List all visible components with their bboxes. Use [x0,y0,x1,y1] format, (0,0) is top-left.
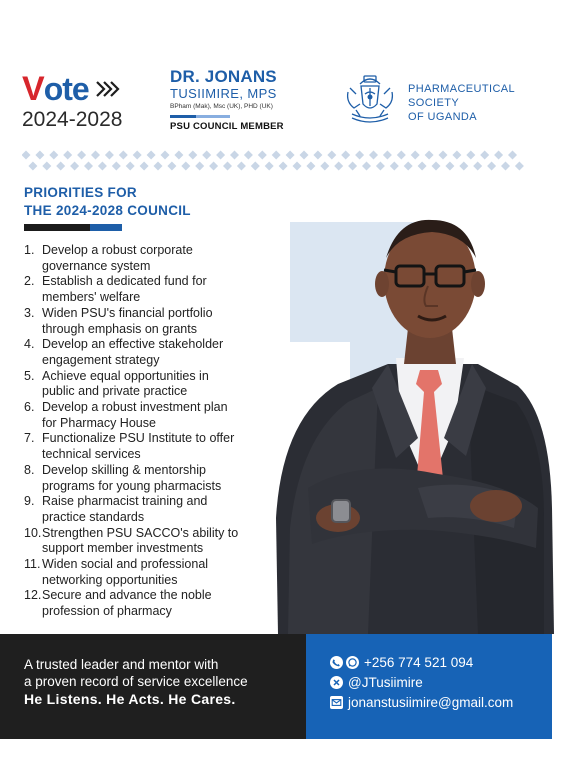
priorities-heading [24,184,274,220]
diamond-shape [425,151,434,160]
diamond-shape [445,162,454,171]
phone-number[interactable]: +256 774 521 094 [364,655,474,670]
priority-text-line: Develop a robust corporate [42,243,193,257]
priority-number: 5. [24,368,35,383]
candidate-qualifications: BPham (Mak), Msc (UK), PHD (UK) [170,103,273,110]
diamond-shape [515,162,524,171]
term-years: 2024-2028 [22,108,123,131]
diamond-shape [320,162,329,171]
diamond-shape [383,151,392,160]
diamond-shape [258,151,267,160]
priority-text [42,463,292,494]
diamond-shape [188,151,197,160]
diamond-shape [167,162,176,171]
priority-item [24,557,292,588]
diamond-shape [181,162,190,171]
diamond-shape [70,162,79,171]
priority-text [42,274,292,305]
priority-number: 10. [24,525,42,540]
diamond-shape [91,151,100,160]
diamond-shape [362,162,371,171]
priority-item [24,274,292,305]
whatsapp-icon [346,656,359,669]
priority-number: 12. [24,588,42,603]
vote-wordmark [22,72,142,106]
diamond-shape [341,151,350,160]
diamond-shape [313,151,322,160]
diamond-shape [98,162,107,171]
chevron-right-icon [95,80,123,98]
priority-text [42,588,292,619]
diamond-pattern-divider [22,149,530,173]
diamond-shape [195,162,204,171]
priority-number: 11. [24,557,41,572]
candidate-surname: TUSIIMIRE, MPS [170,86,277,101]
diamond-shape [49,151,58,160]
diamond-shape [306,162,315,171]
diamond-shape [77,151,86,160]
diamond-shape [140,162,149,171]
phone-icon [330,656,343,669]
tagline [24,656,304,690]
diamond-shape [154,162,163,171]
diamond-shape [348,162,357,171]
vote-logo [22,72,142,132]
candidate-role: PSU COUNCIL MEMBER [170,121,284,132]
priority-text [42,431,292,462]
priority-item [24,588,292,619]
priority-number: 7. [24,431,35,446]
priority-item [24,400,292,431]
society-name [408,82,548,124]
x-handle[interactable]: @JTusiimire [348,675,423,690]
society-line: PHARMACEUTICAL [408,83,516,95]
diamond-shape [22,151,31,160]
diamond-shape [293,162,302,171]
priorities-divider [24,224,122,231]
contact-phone[interactable] [330,655,473,670]
priority-text-line: Develop skilling & mentorship [42,462,206,477]
priority-text [42,494,292,525]
priorities-heading-line: PRIORITIES FOR [24,185,137,200]
priority-text-line: Develop a robust investment plan [42,400,228,415]
priority-text-line: technical services [42,447,141,462]
diamond-shape [63,151,72,160]
tagline-line: a proven record of service excellence [24,674,248,689]
diamond-shape [418,162,427,171]
priority-text [42,526,292,557]
diamond-shape [404,162,413,171]
priority-text-line: support member investments [42,541,204,556]
mail-icon [330,696,343,709]
candidate-name: DR. JONANS [170,67,277,86]
diamond-shape [84,162,93,171]
diamond-shape [35,151,44,160]
name-divider [170,115,230,118]
priority-text-line: profession of pharmacy [42,604,172,619]
priorities-heading-line: THE 2024-2028 COUNCIL [24,203,191,218]
priority-number: 9. [24,494,35,509]
diamond-shape [508,151,517,160]
priority-text-line: Raise pharmacist training and [42,494,208,509]
priority-text-line: practice standards [42,509,145,524]
diamond-shape [480,151,489,160]
diamond-shape [494,151,503,160]
priority-item [24,306,292,337]
diamond-shape [28,162,37,171]
priority-number: 2. [24,274,35,289]
diamond-shape [244,151,253,160]
priority-text-line: public and private practice [42,384,188,399]
psu-crest-icon [342,70,398,128]
diamond-shape [216,151,225,160]
diamond-shape [279,162,288,171]
diamond-shape [452,151,461,160]
priority-text [42,243,292,274]
priority-item [24,494,292,525]
diamond-shape [251,162,260,171]
priority-text-line: Secure and advance the noble [42,588,212,603]
diamond-shape [501,162,510,171]
diamond-shape [390,162,399,171]
priority-text-line: Achieve equal opportunities in [42,368,209,383]
email-address[interactable]: jonanstusiimire@gmail.com [348,695,514,710]
priority-text [42,306,292,337]
priority-number: 6. [24,400,35,415]
diamond-shape [265,162,274,171]
priority-item [24,431,292,462]
candidate-portrait [268,188,558,634]
diamond-shape [56,162,65,171]
priority-text-line: Functionalize PSU Institute to offer [42,431,235,446]
diamond-shape [487,162,496,171]
priorities-list [24,243,292,620]
diamond-shape [397,151,406,160]
diamond-shape [272,151,281,160]
priority-text-line: members' welfare [42,290,141,305]
diamond-shape [147,151,156,160]
diamond-shape [439,151,448,160]
priority-text [42,337,292,368]
x-social-icon [330,676,343,689]
diamond-shape [411,151,420,160]
priority-text-line: Widen social and professional [42,557,209,572]
diamond-shape [473,162,482,171]
contact-email[interactable] [330,695,513,710]
diamond-shape [334,162,343,171]
diamond-shape [466,151,475,160]
society-line: OF UGANDA [408,111,477,123]
diamond-shape [286,151,295,160]
priority-item [24,463,292,494]
diamond-shape [355,151,364,160]
tagline-line: A trusted leader and mentor with [24,657,219,672]
diamond-shape [432,162,441,171]
diamond-shape [376,162,385,171]
diamond-shape [112,162,121,171]
priority-text-line: through emphasis on grants [42,321,197,336]
diamond-shape [202,151,211,160]
diamond-shape [237,162,246,171]
priority-number: 4. [24,337,35,352]
diamond-shape [174,151,183,160]
diamond-shape [126,162,135,171]
priority-text [42,400,292,431]
vote-v-letter: V [22,70,44,108]
priority-text-line: programs for young pharmacists [42,478,222,493]
priority-item [24,337,292,368]
priority-number: 8. [24,462,35,477]
priority-text [42,369,292,400]
diamond-shape [209,162,218,171]
priority-number: 1. [24,243,35,257]
diamond-shape [223,162,232,171]
priority-text-line: Establish a dedicated fund for [42,274,207,289]
diamond-shape [327,151,336,160]
priority-text-line: governance system [42,258,151,273]
slogan: He Listens. He Acts. He Cares. [24,691,236,707]
priority-text-line: Develop an effective stakeholder [42,337,224,352]
diamond-shape [230,151,239,160]
society-line: SOCIETY [408,97,460,109]
priority-text-line: engagement strategy [42,352,160,367]
diamond-shape [133,151,142,160]
diamond-shape [105,151,114,160]
vote-word-rest: ote [43,71,89,107]
priority-text-line: Widen PSU's financial portfolio [42,305,213,320]
diamond-shape [300,151,309,160]
priority-item [24,526,292,557]
priority-item [24,369,292,400]
candidate-name-block [170,68,320,132]
priority-text-line: for Pharmacy House [42,415,156,430]
diamond-shape [42,162,51,171]
diamond-shape [161,151,170,160]
priority-text-line: networking opportunities [42,572,178,587]
contact-x-handle[interactable] [330,675,423,690]
priority-item [24,243,292,274]
priority-text [42,557,292,588]
diamond-shape [459,162,468,171]
diamond-shape [119,151,128,160]
diamond-shape [369,151,378,160]
priority-text-line: Strengthen PSU SACCO's ability to [42,525,239,540]
priority-number: 3. [24,305,35,320]
